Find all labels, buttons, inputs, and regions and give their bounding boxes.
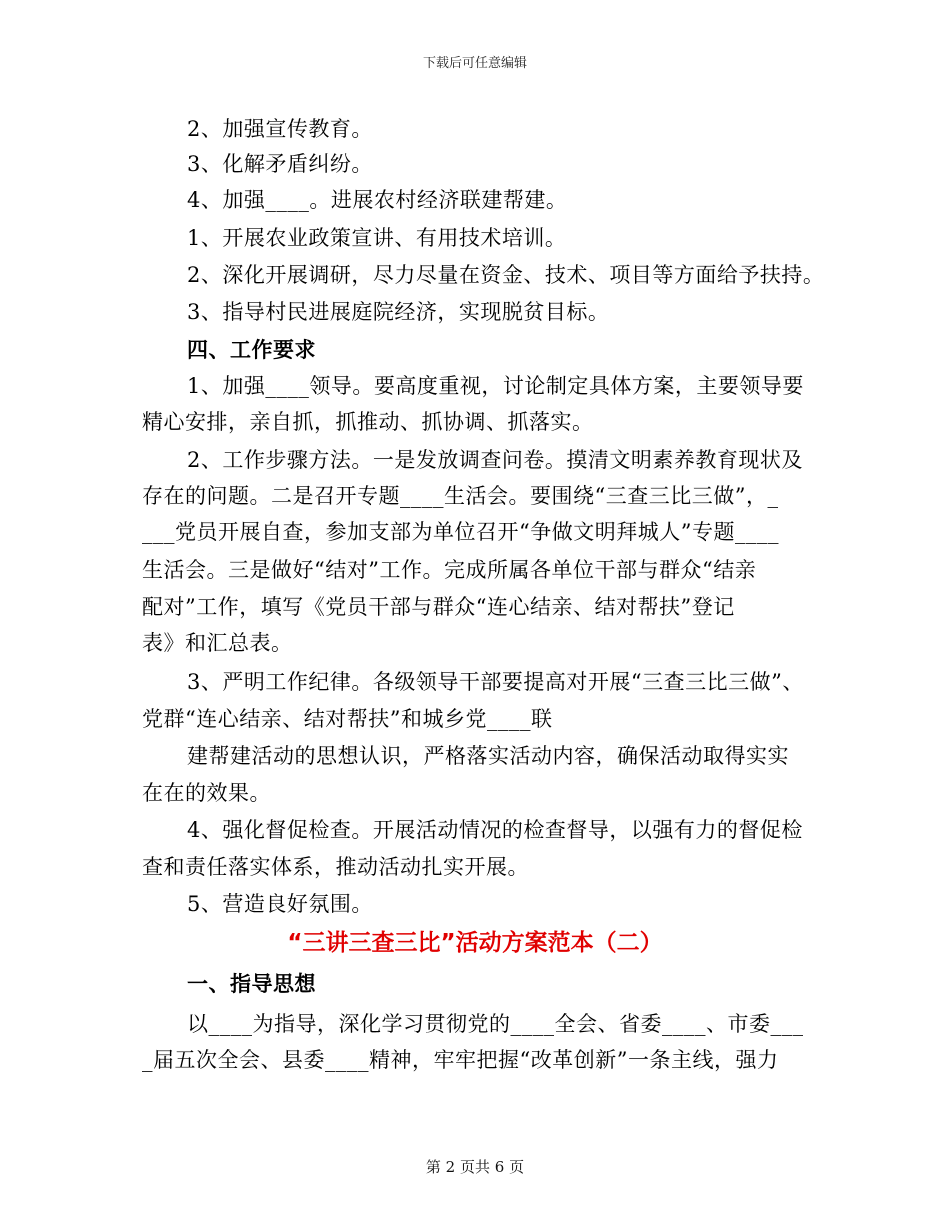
paragraph-line: 3、严明工作纪律。各级领导干部要提高对开展“三查三比三做”、 [187, 670, 804, 694]
list-item: 2、加强宣传教育。 [187, 117, 373, 141]
list-item: 1、开展农业政策宣讲、有用技术培训。 [187, 226, 567, 250]
list-item: 4、加强____。进展农村经济联建帮建。 [187, 188, 568, 212]
paragraph-line: _届五次全会、县委____精神，牢牢把握“改革创新”一条主线，强力 [142, 1048, 779, 1072]
paragraph-line: 精心安排，亲自抓，抓推动、抓协调、抓落实。 [142, 410, 594, 434]
list-item: 2、深化开展调研，尽力尽量在资金、技术、项目等方面给予扶持。 [187, 263, 825, 287]
paragraph-line: 在在的效果。 [142, 781, 271, 805]
section-title: “三讲三查三比”活动方案范本（二） [287, 930, 663, 956]
paragraph-line: 以____为指导，深化学习贯彻党的____全会、省委____、市委___ [187, 1012, 804, 1036]
list-item: 3、指导村民进展庭院经济，实现脱贫目标。 [187, 300, 610, 324]
page-header: 下载后可任意编辑 [422, 56, 527, 71]
paragraph-line: 5、营造良好氛围。 [187, 892, 373, 916]
paragraph-line: 建帮建活动的思想认识，严格落实活动内容，确保活动取得实实 [187, 744, 789, 768]
section-heading: 一、指导思想 [187, 971, 316, 996]
list-item: 3、化解矛盾纠纷。 [187, 152, 373, 176]
paragraph-line: 2、工作步骤方法。一是发放调查问卷。摸清文明素养教育现状及 [187, 448, 803, 472]
paragraph-line: 表》和汇总表。 [142, 631, 293, 655]
paragraph-line: 4、强化督促检查。开展活动情况的检查督导，以强有力的督促检 [187, 818, 803, 842]
section-heading: 四、工作要求 [187, 337, 316, 362]
page-number: 第 2 页共 6 页 [425, 1158, 525, 1176]
paragraph-line: 存在的问题。二是召开专题____生活会。要围绕“三查三比三做”，_ [142, 484, 779, 508]
paragraph-line: 党群“连心结亲、结对帮扶”和城乡党____联 [142, 707, 553, 731]
paragraph-line: 配对”工作，填写《党员干部与群众“连心结亲、结对帮扶”登记 [142, 595, 735, 619]
paragraph-line: ___党员开展自查，参加支部为单位召开“争做文明拜城人”专题____ [142, 520, 779, 544]
paragraph-line: 查和责任落实体系，推动活动扎实开展。 [142, 855, 529, 879]
paragraph-line: 1、加强____领导。要高度重视，讨论制定具体方案，主要领导要 [187, 374, 804, 398]
paragraph-line: 生活会。三是做好“结对”工作。完成所属各单位干部与群众“结亲 [142, 558, 757, 582]
